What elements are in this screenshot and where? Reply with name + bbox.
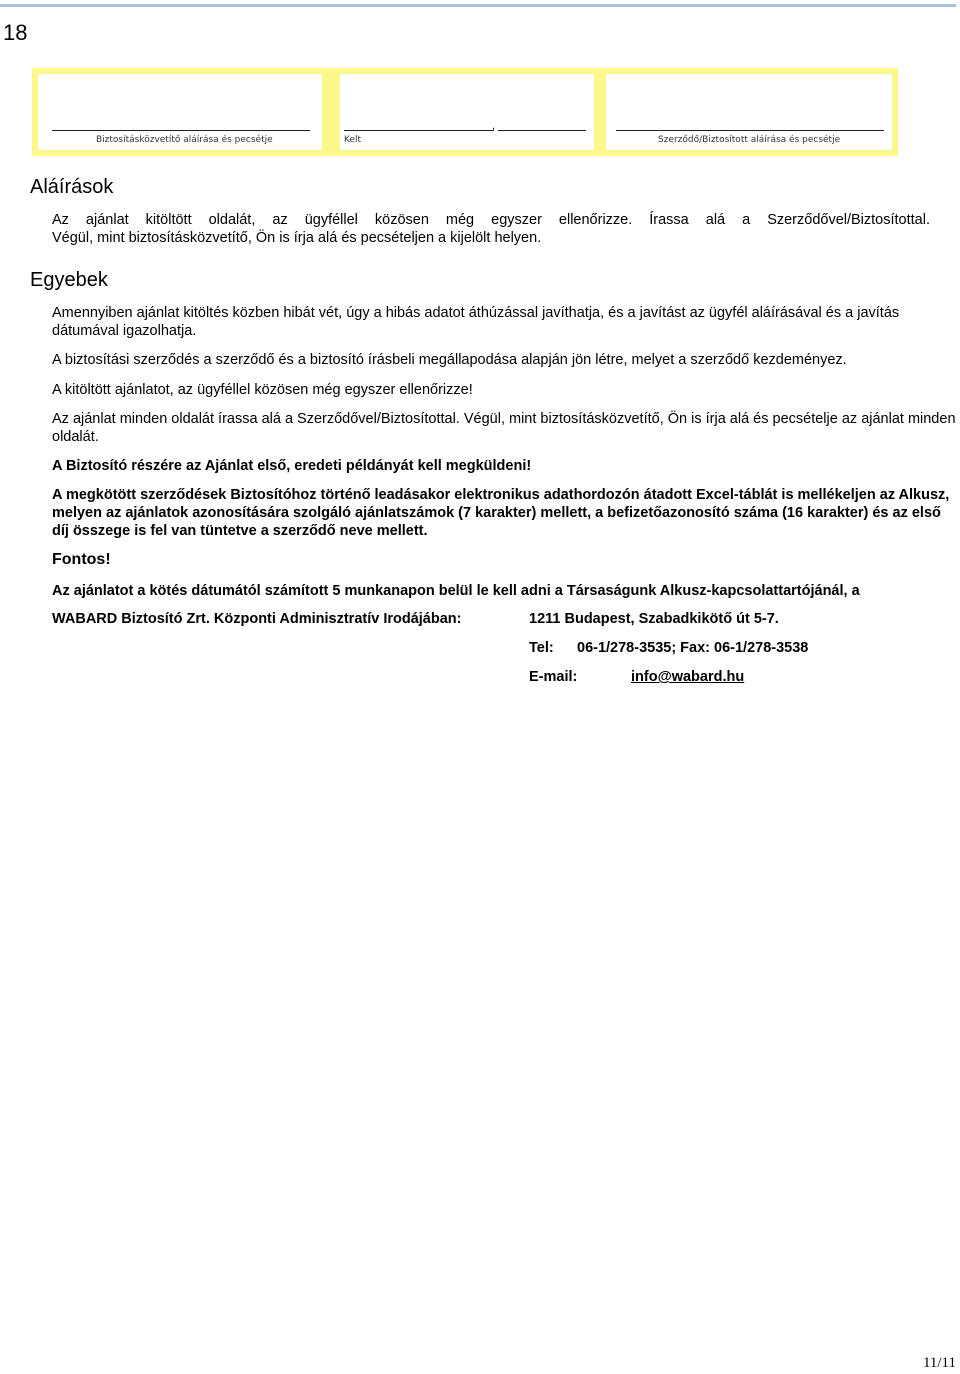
tel-label: Tel:	[529, 640, 554, 656]
date-caption: Kelt	[344, 135, 362, 145]
section-title-egyebek: Egyebek	[30, 269, 108, 291]
fontos-line-1: Az ajánlatot a kötés dátumától számított 5 munkanapon belül le kell adni a Társaságunk Alkusz-kapcsolattartójánál, a	[52, 583, 860, 599]
date-line	[498, 130, 586, 131]
office-address: 1211 Budapest, Szabadkikötő út 5-7.	[529, 611, 779, 627]
signature-box-client	[606, 74, 892, 150]
fontos-title: Fontos!	[52, 551, 111, 568]
signature-box-broker	[38, 74, 322, 150]
egyebek-paragraph-1: Amennyiben ajánlat kitöltés közben hibát vét, úgy a hibás adatot áthúzással javíthatja, és a javítást az ügyfél aláírásával és a javítás dátumával igazolhatja.	[52, 305, 900, 339]
egyebek-paragraph-4: Az ajánlat minden oldalát írassa alá a Szerződővel/Biztosítottal. Végül, mint biztosításközvetítő, Ön is írja alá és pecsételje az ajánlat minden oldalát.	[52, 411, 956, 445]
egyebek-paragraph-5: A Biztosító részére az Ajánlat első, eredeti példányát kell megküldeni!	[52, 458, 532, 474]
place-line	[344, 130, 494, 131]
office-label: WABARD Biztosító Zrt. Központi Adminisztratív Irodájában:	[52, 611, 462, 627]
signature-caption: Szerződő/Biztosított aláírása és pecsétje	[658, 135, 841, 145]
signature-line	[52, 130, 310, 131]
top-rule	[0, 4, 956, 7]
egyebek-paragraph-2: A biztosítási szerződés a szerződő és a biztosító írásbeli megállapodása alapján jön létre, melyet a szerződő kezdeményez.	[52, 352, 847, 368]
signature-box-date	[340, 74, 594, 150]
email-link[interactable]: info@wabard.hu	[631, 669, 745, 685]
date-separator: ,	[492, 120, 496, 132]
section-title-alairasok: Aláírások	[30, 176, 114, 198]
email-label: E-mail:	[529, 669, 578, 685]
signature-caption: Biztosításközvetítő aláírása és pecsétje	[96, 135, 273, 145]
signature-band	[32, 68, 898, 156]
egyebek-paragraph-6: A megkötött szerződések Biztosítóhoz történő leadásakor elektronikus adathordozón átadott Excel-táblát is mellékeljen az Alkusz, melyen az ajánlatok azonosítására szolgáló ajánlatszámok (7 karakter) mellett, a befizetőazonosító száma (16 karakter) és az első díj összege is fel van tüntetve a szerződő neve mellett.	[52, 487, 950, 539]
egyebek-paragraph-3: A kitöltött ajánlatot, az ügyféllel közösen még egyszer ellenőrizze!	[52, 382, 473, 398]
page-footer: 11/11	[922, 1355, 956, 1371]
alairasok-line-2: Végül, mint biztosításközvetítő, Ön is írja alá és pecsételjen a kijelölt helyen.	[52, 230, 542, 246]
alairasok-line-1: Az ajánlat kitöltött oldalát, az ügyféllel közösen még egyszer ellenőrizze. Írassa alá a Szerződővel/Biztosítottal.	[52, 212, 930, 228]
tel-value: 06-1/278-3535; Fax: 06-1/278-3538	[577, 640, 809, 656]
page-number: 18	[3, 20, 28, 45]
signature-line	[616, 130, 884, 131]
